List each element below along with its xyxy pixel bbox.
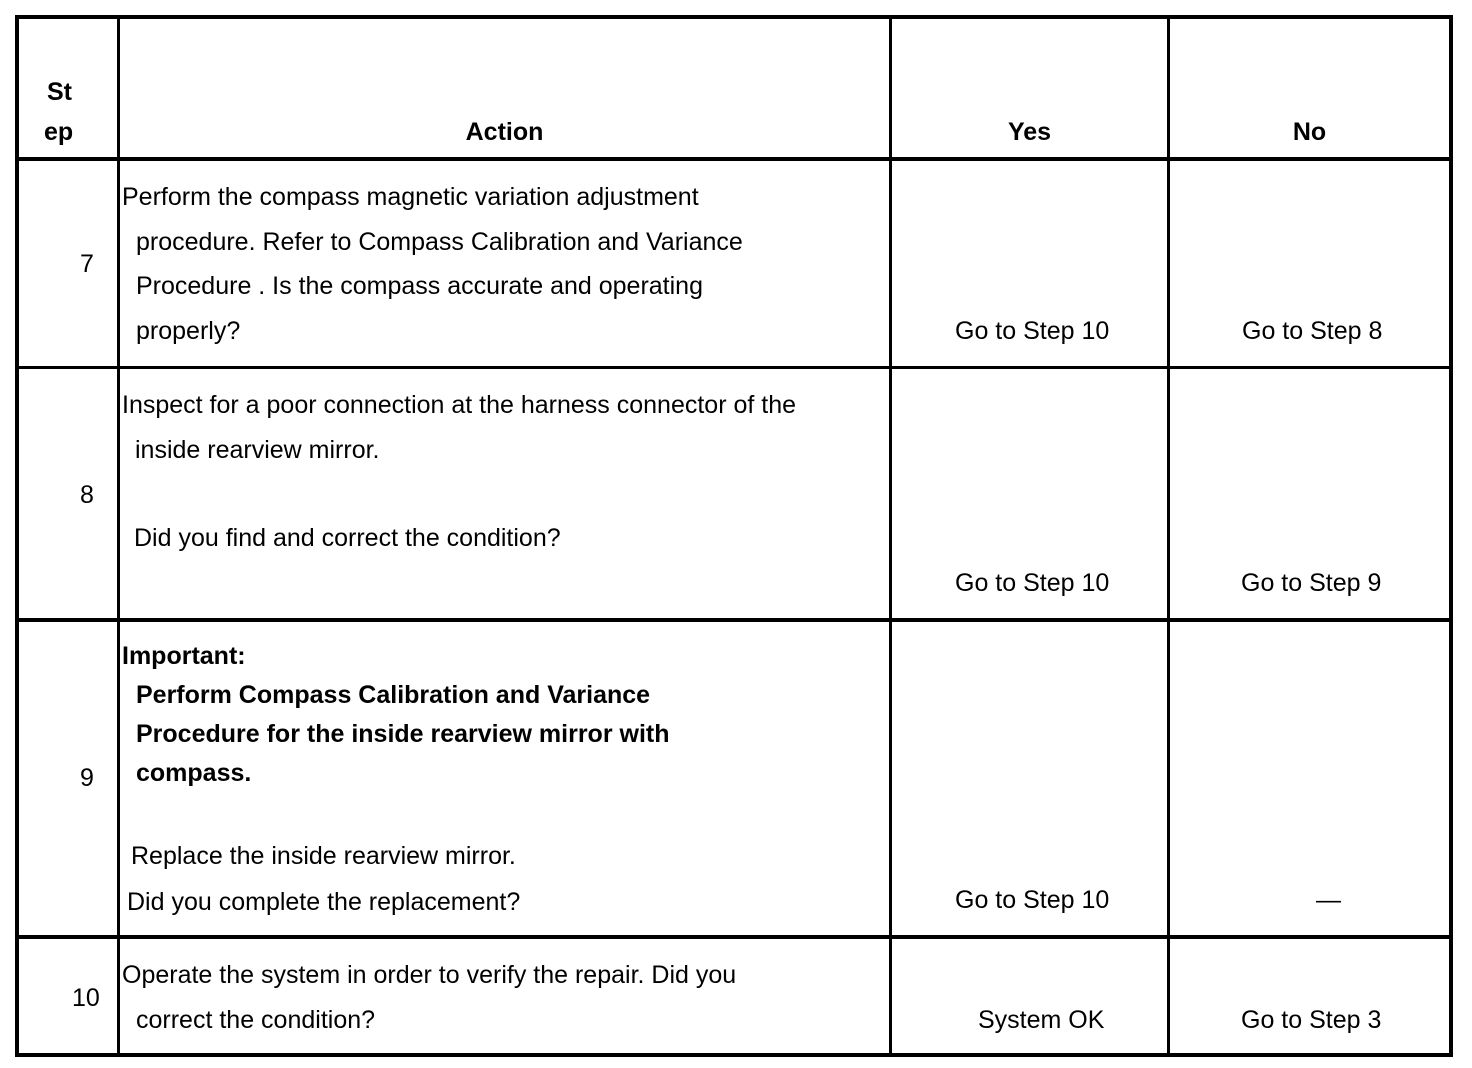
column-divider (117, 15, 120, 1057)
action-text-line: correct the condition? (136, 1006, 376, 1034)
action-text-line: Perform the compass magnetic variation adjustment (122, 183, 699, 211)
no-result: — (1316, 886, 1341, 914)
action-text-line: inside rearview mirror. (135, 436, 380, 464)
header-no: No (1292, 118, 1327, 146)
no-result: Go to Step 8 (1242, 317, 1383, 345)
column-divider (889, 15, 892, 1057)
step-number: 7 (80, 250, 94, 278)
step-number: 10 (72, 984, 100, 1012)
important-note-line: compass. (136, 759, 252, 787)
step-number: 8 (80, 481, 94, 509)
header-step-line1: St (47, 78, 72, 106)
header-step-line2: ep (44, 118, 74, 146)
no-result: Go to Step 9 (1241, 569, 1382, 597)
yes-result: Go to Step 10 (955, 317, 1110, 345)
no-result: Go to Step 3 (1241, 1006, 1382, 1034)
action-text-line: procedure. Refer to Compass Calibration and Variance (136, 228, 743, 256)
row-divider (15, 618, 1453, 622)
action-text-line: Did you complete the replacement? (127, 888, 521, 916)
table-border-left (15, 15, 19, 1057)
table-border-top (15, 15, 1453, 19)
yes-result: Go to Step 10 (955, 886, 1110, 914)
header-divider (15, 157, 1453, 161)
row-divider (15, 366, 1453, 369)
table-border-bottom (15, 1053, 1453, 1057)
step-number: 9 (80, 764, 94, 792)
important-note-line: Perform Compass Calibration and Variance (136, 681, 651, 709)
action-text-line: Inspect for a poor connection at the harness connector of the (122, 391, 797, 419)
row-divider (15, 935, 1453, 939)
action-text-line: Did you find and correct the condition? (134, 524, 561, 552)
action-text-line: Replace the inside rearview mirror. (131, 842, 516, 870)
important-label: Important: (122, 642, 246, 670)
header-yes: Yes (1007, 118, 1052, 146)
header-action: Action (465, 118, 544, 146)
action-text-line: Procedure . Is the compass accurate and operating (136, 272, 703, 300)
important-note-line: Procedure for the inside rearview mirror with (136, 720, 670, 748)
yes-result: System OK (978, 1006, 1105, 1034)
action-text-line: properly? (136, 317, 241, 345)
table-border-right (1449, 15, 1453, 1057)
action-text-line: Operate the system in order to verify the repair. Did you (122, 961, 737, 989)
column-divider (1167, 15, 1170, 1057)
yes-result: Go to Step 10 (955, 569, 1110, 597)
